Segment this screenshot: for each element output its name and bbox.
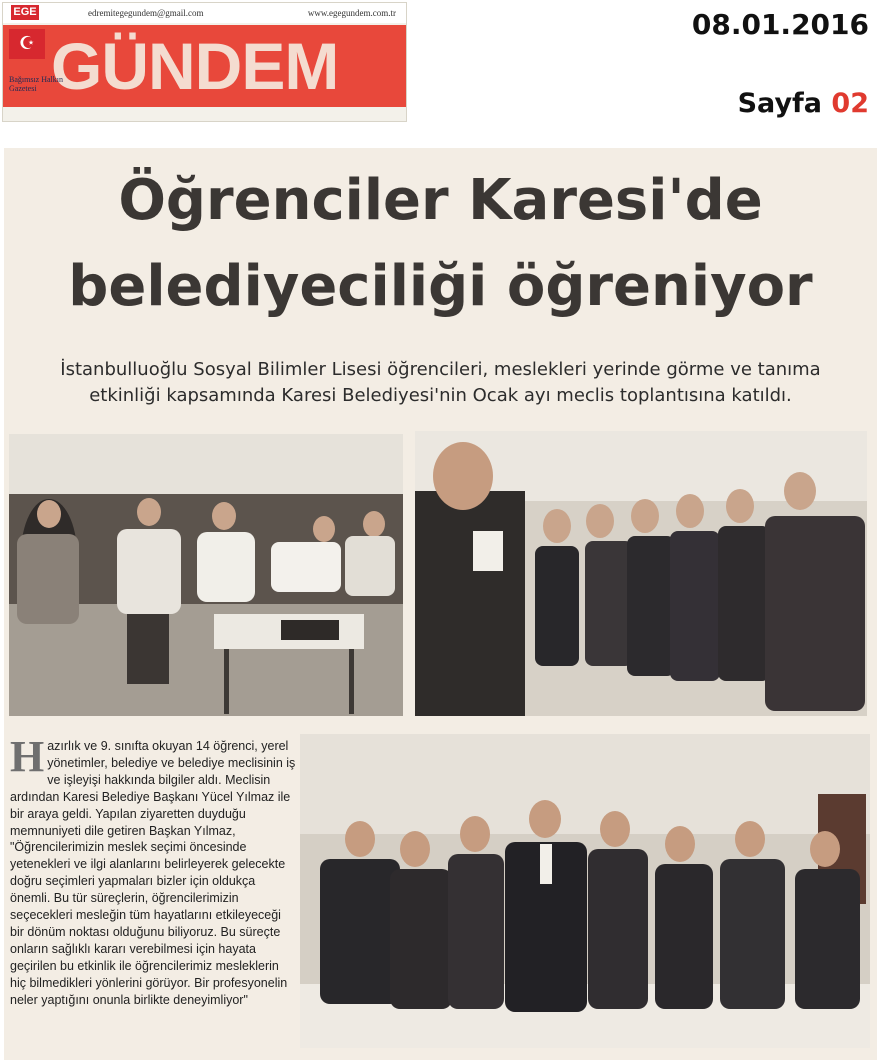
article-lead bbox=[0, 357, 881, 409]
article-headline bbox=[0, 158, 881, 330]
photo-mayor-with-students bbox=[415, 431, 867, 716]
masthead-ege-label: EGE bbox=[11, 5, 39, 20]
masthead-title: GÜNDEM bbox=[51, 29, 339, 103]
masthead-website: www.egegundem.com.tr bbox=[307, 8, 396, 18]
article-dropcap: H bbox=[10, 732, 45, 781]
article-body bbox=[10, 732, 298, 1009]
headline-line-2: belediyeciliği öğreniyor bbox=[68, 254, 813, 319]
turkish-flag-icon: ☪ bbox=[9, 29, 45, 59]
masthead-email: edremitegegundem@gmail.com bbox=[88, 8, 204, 18]
publication-date: 08.01.2016 bbox=[691, 8, 869, 41]
photo-students-seated bbox=[9, 434, 403, 716]
page-number-value: 02 bbox=[831, 88, 869, 119]
page-number bbox=[738, 88, 869, 119]
photo-group-portrait bbox=[300, 734, 870, 1048]
masthead-slogan: Bağımsız Halkın Gazetesi bbox=[9, 75, 63, 93]
newspaper-masthead bbox=[2, 2, 407, 122]
lead-line-1: İstanbulluoğlu Sosyal Bilimler Lisesi öğrencileri, meslekleri yerinde görme ve tanıma bbox=[60, 359, 821, 380]
page-label: Sayfa bbox=[737, 88, 823, 119]
headline-line-1: Öğrenciler Karesi'de bbox=[118, 168, 763, 233]
lead-line-2: etkinliği kapsamında Karesi Belediyesi'nin Ocak ayı meclis toplantısına katıldı. bbox=[89, 385, 792, 406]
article-body-text: azırlık ve 9. sınıfta okuyan 14 öğrenci, yerel yönetimler, belediye ve belediye meclisinin iş ve işleyişi hakkında bilgiler aldı. Meclisin ardından Karesi Belediye Başkanı Yücel Yılmaz ile bir araya geldi. Yapılan ziyaretten duyduğu memnuniyeti dile getiren Başkan Yılmaz, "Öğrencilerimizin meslek seçimi öncesinde yetenekleri ve ilgi alanlarını belirleyerek gelecekte doğru seçimleri yapmaları bizler için oldukça önemli. Bu tür süreçlerin, öğrencilerimizin seçecekleri mesleğin tüm hayatlarını etkileyeceği bir dönüm noktası olduğunu biliyoruz. Bu süreçte onların sağlıklı kararı verebilmesi için hayata geçirilen bu etkinlik ile öğrencilerimiz mesleklerin hiç bilmedikleri yönlerini görüyor. Bir profesyonelin neler yaptığını onunla birlikte deneyimliyor" bbox=[10, 739, 296, 1007]
